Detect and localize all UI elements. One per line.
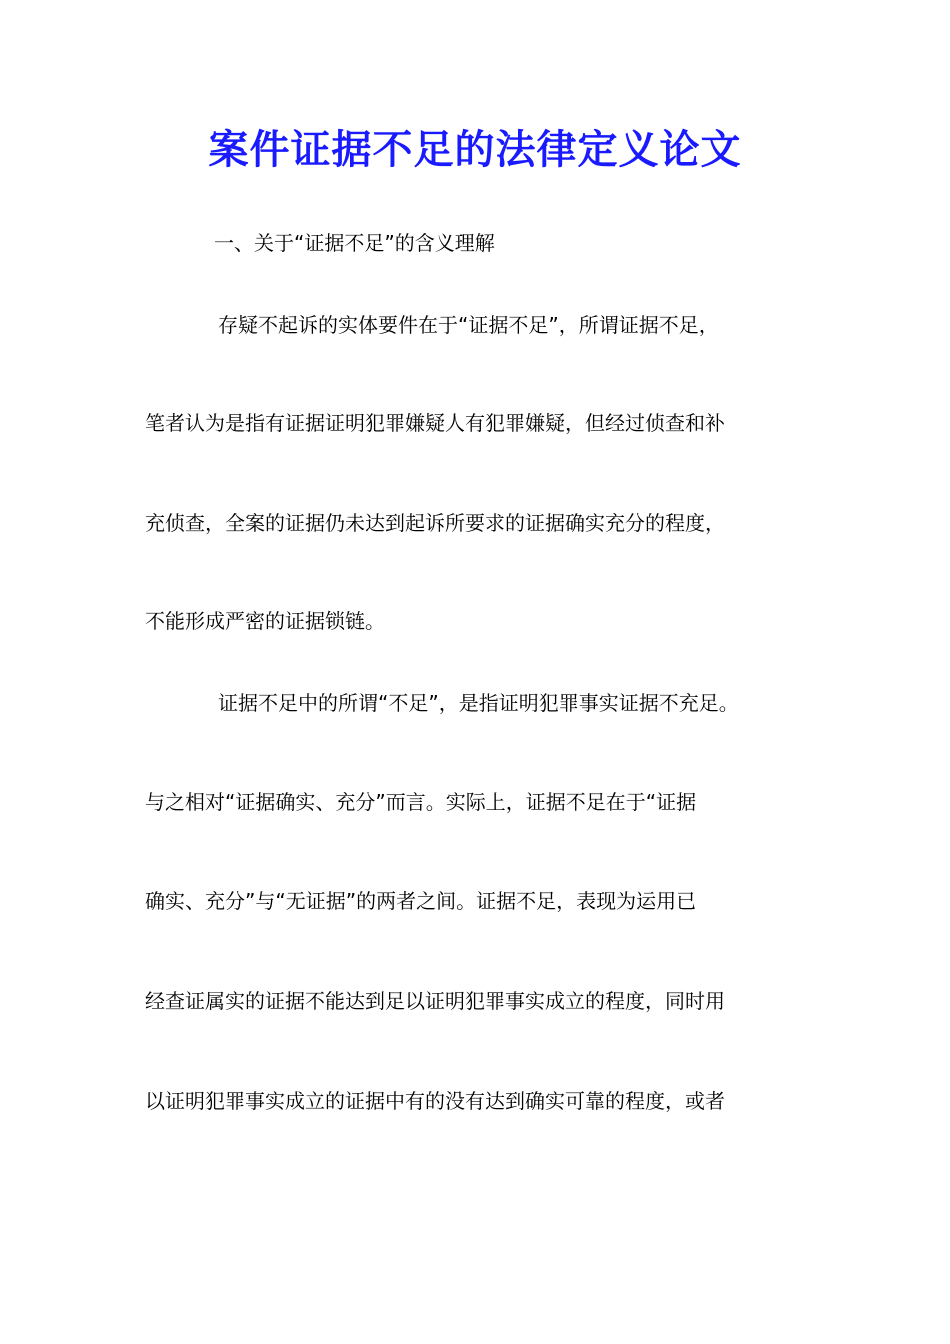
paragraph-line: 存疑不起诉的实体要件在于“证据不足”，所谓证据不足， bbox=[218, 313, 719, 337]
document-title: 案件证据不足的法律定义论文 bbox=[208, 127, 742, 173]
paragraph-line: 充侦查，全案的证据仍未达到起诉所要求的证据确实充分的程度， bbox=[145, 511, 725, 535]
paragraph-line: 与之相对“证据确实、充分”而言。实际上，证据不足在于“证据 bbox=[145, 790, 697, 814]
section-heading: 一、关于“证据不足”的含义理解 bbox=[214, 231, 495, 255]
paragraph-line: 确实、充分”与“无证据”的两者之间。证据不足，表现为运用已 bbox=[145, 889, 697, 913]
paragraph-line: 经查证属实的证据不能达到足以证明犯罪事实成立的程度，同时用 bbox=[145, 989, 725, 1013]
paragraph-line: 笔者认为是指有证据证明犯罪嫌疑人有犯罪嫌疑，但经过侦查和补 bbox=[145, 411, 725, 435]
paragraph-line: 以证明犯罪事实成立的证据中有的没有达到确实可靠的程度，或者 bbox=[145, 1089, 725, 1113]
paragraph-line: 不能形成严密的证据锁链。 bbox=[145, 609, 385, 633]
paragraph-line: 证据不足中的所谓“不足”，是指证明犯罪事实证据不充足。 bbox=[218, 691, 739, 715]
